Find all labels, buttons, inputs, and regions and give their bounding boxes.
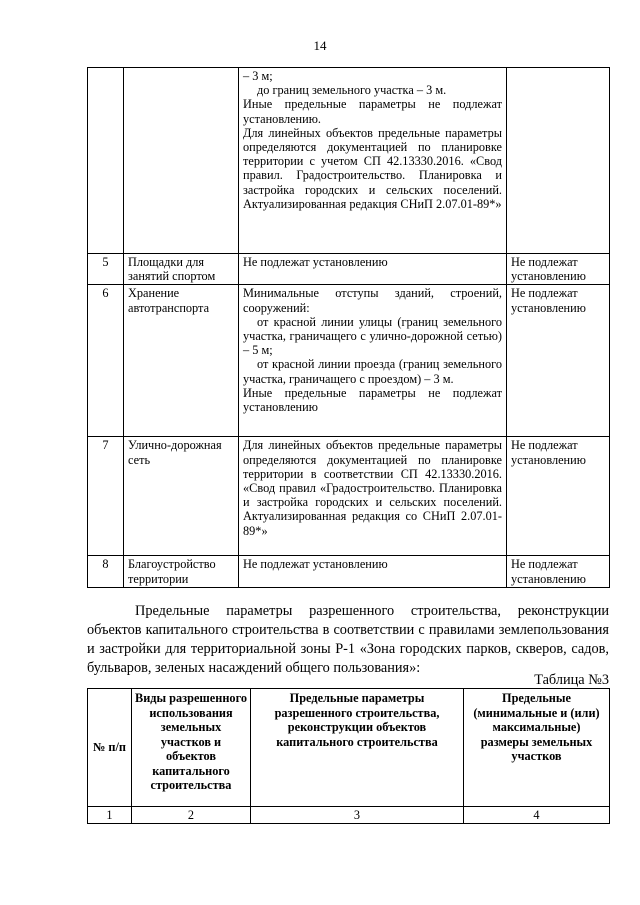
table-row (88, 437, 610, 556)
body-paragraph: Предельные параметры разрешенного строительства, реконструкции объектов капитального строительства в соответствии с правилами землепользования и застройки для территориальной зоны Р-1 «Зона городских парков, скверов, садов, бульваров, зеленых насаждений общего пользования»: (87, 603, 609, 676)
cell-num: 5 (88, 254, 124, 285)
cell-params (239, 285, 507, 437)
zoning-table-continued (87, 67, 610, 588)
zoning-table-3 (87, 688, 610, 824)
cell-name: Площадки для занятий спортом (124, 254, 239, 285)
cell-num: 6 (88, 285, 124, 437)
cell-name (124, 68, 239, 254)
col-number: 4 (464, 807, 610, 824)
cell-params (239, 254, 507, 285)
table-row (88, 68, 610, 254)
cell-sizes: Не подлежат установлению (507, 556, 610, 587)
table-caption: Таблица №3 (534, 672, 609, 688)
cell-name: Хранение автотранспорта (124, 285, 239, 437)
cell-name: Улично-дорожная сеть (124, 437, 239, 556)
col-number: 3 (251, 807, 464, 824)
text-line: Минимальные отступы зданий, строений, сооружений: (243, 286, 502, 315)
cell-num: 8 (88, 556, 124, 587)
cell-name: Благоустройство территории (124, 556, 239, 587)
page-number: 14 (313, 38, 327, 53)
text-line: Для линейных объектов предельные параметры определяются документацией по планировке территории в соответствии СП 42.13330.2016. «Свод правил «Градостроительство. Планировка и застройка городских и сельских поселений. Актуализированная редакция со СНиП 2.07.01-89*» (243, 438, 502, 538)
table-row (88, 556, 610, 587)
table-row (88, 285, 610, 437)
cell-sizes (507, 68, 610, 254)
cell-params (239, 68, 507, 254)
text-line: Иные предельные параметры не подлежат установлению. (243, 97, 502, 126)
text-line: Не подлежат установлению (243, 557, 388, 572)
text-line: – 3 м; (243, 69, 273, 83)
cell-params (239, 556, 507, 587)
text-line: от красной линии проезда (границ земельного участка, граничащего с проездом) – 3 м. (243, 357, 502, 386)
text-line: Иные предельные параметры не подлежат установлению (243, 385, 502, 415)
text-line: от красной линии улицы (границ земельного участка, граничащего с улично-дорожной сетью) – 5 м; (243, 314, 502, 358)
header-sizes: Предельные (минимальные и (или) максимальные) размеры земельных участков (464, 689, 610, 807)
header-params: Предельные параметры разрешенного строительства, реконструкции объектов капитального строительства (251, 689, 464, 807)
header-num: № п/п (88, 689, 132, 807)
cell-sizes: Не подлежат установлению (507, 437, 610, 556)
cell-num (88, 68, 124, 254)
header-types: Виды разрешенного использования земельных участков и объектов капитального строительства (132, 689, 251, 807)
col-number: 2 (132, 807, 251, 824)
cell-num: 7 (88, 437, 124, 556)
column-number-row (88, 807, 610, 824)
cell-params (239, 437, 507, 556)
text-line: Не подлежат установлению (243, 255, 388, 269)
cell-sizes: Не подлежат установлению (507, 254, 610, 285)
text-line: Для линейных объектов предельные параметры определяются документацией по планировке территории с учетом СП 42.13330.2016. «Свод правил. Градостроительство. Планировка и застройка городских и сельских поселений. Актуализированная редакция СНиП 2.07.01-89*» (243, 125, 502, 211)
text-line: до границ земельного участка – 3 м. (257, 83, 447, 98)
col-number: 1 (88, 807, 132, 824)
table-row (88, 254, 610, 285)
header-row (88, 689, 610, 807)
cell-sizes: Не подлежат установлению (507, 285, 610, 437)
